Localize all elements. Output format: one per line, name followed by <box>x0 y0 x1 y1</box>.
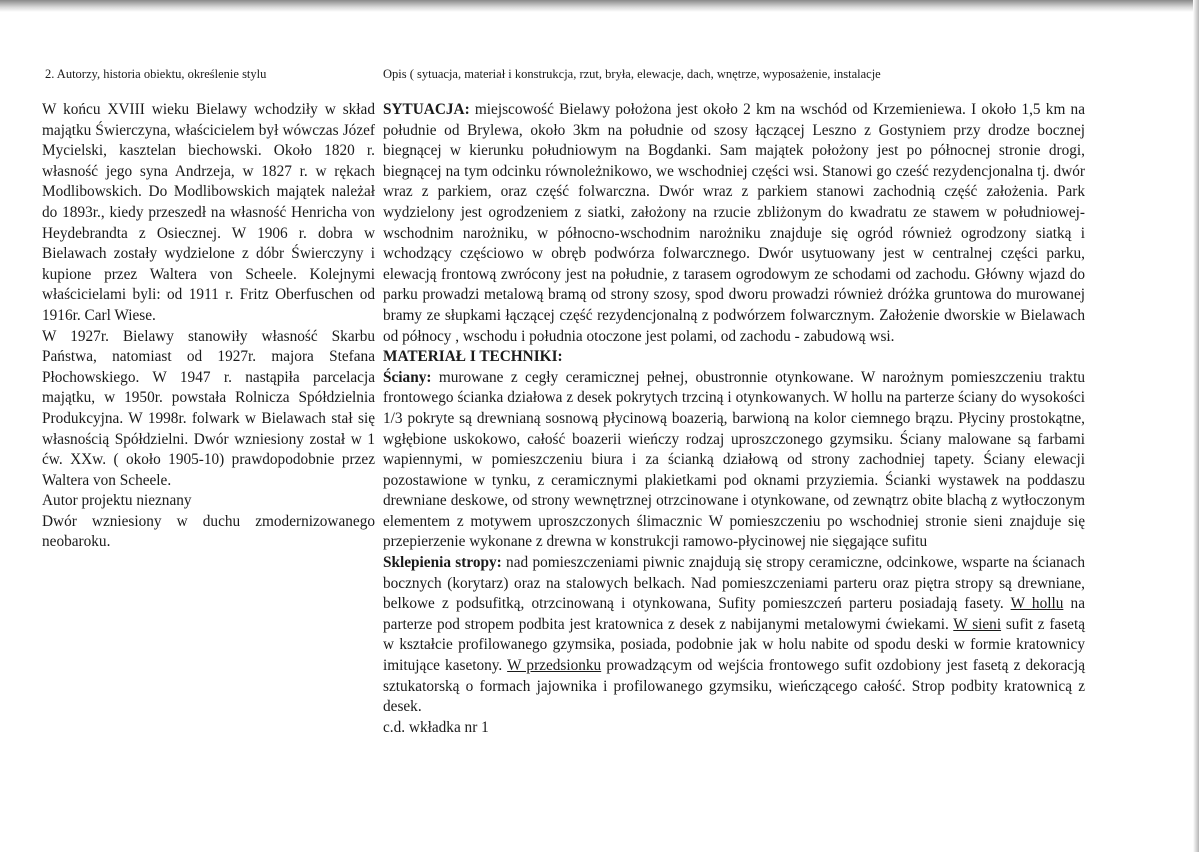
ceilings-paragraph <box>383 553 1085 718</box>
walls-text: murowane z cegły ceramicznej pełnej, obustronnie otynkowane. W narożnym pomieszczeniu traktu frontowego ścianka działowa z desek pokrytych trzciną i otynkowanych. W hollu na parterze ściany do wysokości 1/3 pokryte są drewnianą sosnową płycinową boazerią, barwioną na kolor ciemnego brązu. Płyciny prostokątne, wgłębione uskokowo, całość boazerii wieńczy rodzaj uproszczonego gzymsiku. Ściany malowane są farbami wapiennymi, w pomieszczeniu biura i za ścianką działową od strony zachodniej tapety. Ściany elewacji pozostawione w tynku, z ceramicznymi plakietkami pod oknami przyziemia. Ścianki wystawek na poddaszu drewniane deskowe, od strony wewnętrznej otrzcinowane i otynkowane, od zewnątrz obite blachą z wytłoczonym elementem z motywem uproszczonych ślimacznic W pomieszczeniu po wschodniej stronie sieni znajduje się przepierzenie wykonane z drewna w konstrukcji ramowo-płycinowej nie sięgające sufitu <box>383 368 1085 551</box>
situation-paragraph <box>383 100 1085 347</box>
ceilings-text-3: sufit z fasetą w kształcie profilowanego gzymsika, posiada, podobnie jak w holu nabite od spodu deski w formie kratownicy imitujące kasetony. <box>383 615 1085 675</box>
holl-label: W hollu <box>1010 595 1064 613</box>
ceilings-text-4: prowadzącym od wejścia frontowego sufit ozdobiony jest fasetą z dekoracją sztukatorską o formach jajownika i profilowanego gzymsiku, wieńczącego całość. Strop podbity kratownicą z desek. <box>383 657 1085 716</box>
description-column <box>383 100 1085 738</box>
history-column <box>42 100 375 553</box>
walls-label: Ściany: <box>383 368 432 386</box>
history-paragraph-later: W 1927r. Bielawy stanowiły własność Skarbu Państwa, natomiast od 1927r. majora Stefana Płochowskiego. W 1947 r. nastąpiła parcelacja majątku, w 1950r. powstała Rolnicza Spółdzielnia Produkcyjna. W 1998r. folwark w Bielawach stał się własnością Spółdzielni. Dwór wzniesiony został w 1 ćw. XXw. ( około 1905-10) prawdopodobnie przez Waltera von Scheele. <box>42 327 375 489</box>
ceilings-text-2: na parterze pod stropem podbita jest kratownica z desek z nabijanymi metalowymi ćwiekami. <box>383 595 1085 633</box>
sien-label: W sieni <box>953 615 1002 633</box>
continuation-note: c.d. wkładka nr 1 <box>383 718 489 736</box>
materials-heading: MATERIAŁ I TECHNIKI: <box>383 348 563 366</box>
right-column-header: Opis ( sytuacja, materiał i konstrukcja, rzut, bryła, elewacje, dach, wnętrze, wyposażenie, instalacje <box>383 67 881 81</box>
style-line: Dwór wzniesiony w duchu zmodernizowanego neobaroku. <box>42 512 375 551</box>
history-paragraph-owners: W końcu XVIII wieku Bielawy wchodziły w skład majątku Świerczyna, właścicielem był wówczas Józef Mycielski, kasztelan biechowski. Około 1820 r. własność jego syna Andrzeja, w 1827 r. w rękach Modlibowskich. Do Modlibowskich majątek należał do 1893r., kiedy przeszedł na własność Henricha von Heydebrandta z Osiecznej. W 1906 r. dobra w Bielawach zostały wydzielone z dóbr Świerczyny i kupione przez Waltera von Scheele. Kolejnymi właścicielami byli: od 1911 r. Fritz Oberfuschen od 1916r. Carl Wiese. <box>42 101 375 324</box>
ceilings-label: Sklepienia stropy: <box>383 554 502 572</box>
situation-text: miejscowość Bielawy położona jest około 2 km na wschód od Krzemieniewa. I około 1,5 km na południe od Brylewa, około 3km na południe od szosy łączącej Leszno z Gostyniem przy drodze bocznej biegnącej w kierunku południowym na Bogdanki. Sam majątek położony jest po północnej stronie drogi, biegnącej na tym odcinku równoleżnikowo, we wschodniej części wsi. Stanowi go cześć rezydencjonalna tj. dwór wraz z parkiem, oraz część folwarczna. Dwór wraz z parkiem stanowi zachodnią część założenia. Park wydzielony jest ogrodzeniem z siatki, założony na rzucie zbliżonym do kwadratu ze stawem w południowej- wschodnim narożniku, w północno-wschodnim narożniku znajduje się ogród również ogrodzony siatką i wchodzący częściowo w obręb podwórza folwarcznego. Dwór usytuowany jest w centralnej części parku, elewacją frontową zwrócony jest na południe, z tarasem ogrodowym ze schodami od zachodu. Główny wjazd do parku prowadzi metalową bramą od strony szosy, spod dworu prowadzi również dróżka gruntowa do murowanej bramy ze słupkami łączącej część rezydencjonalną z podwórzem folwarcznym. Założenie dworskie w Bielawach od północy , wschodu i południa otoczone jest polami, od zachodu - zabudową wsi. <box>383 101 1085 345</box>
ceilings-text-1: nad pomieszczeniami piwnic znajdują się stropy ceramiczne, odcinkowe, wsparte na ścianach bocznych (korytarz) oraz na stalowych belkach. Nad pomieszczeniami parteru oraz piętra stropy są drewniane, belkowe z podsufitką, otrzcinowaną i otynkowana, Sufity pomieszczeń parteru posiadają fasety. <box>383 554 1085 613</box>
scan-edge-top <box>0 0 1199 12</box>
author-line: Autor projektu nieznany <box>42 492 192 510</box>
left-column-header: 2. Autorzy, historia obiektu, określenie stylu <box>45 67 267 81</box>
scan-edge-right <box>1193 0 1199 852</box>
przedsionek-label: W przedsionku <box>507 657 602 675</box>
situation-label: SYTUACJA: <box>383 101 470 118</box>
walls-paragraph <box>383 368 1085 553</box>
